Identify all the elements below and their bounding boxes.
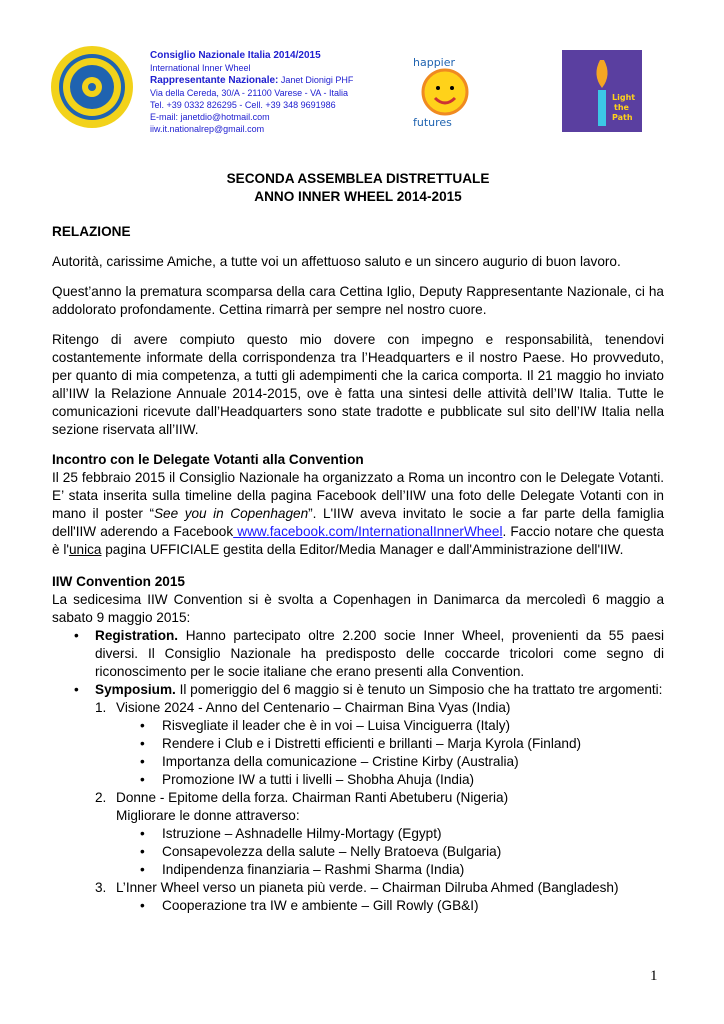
bullet-text: Il pomeriggio del 6 maggio si è tenuto un Simposio che ha trattato tre argomenti: bbox=[175, 682, 663, 697]
topic-title: L’Inner Wheel verso un pianeta più verde. – Chairman Dilruba Ahmed (Bangladesh) bbox=[116, 880, 619, 895]
topic-3 bbox=[52, 879, 664, 897]
paragraph: La sedicesima IIW Convention si è svolta a Copenhagen in Danimarca da mercoledì 6 maggio a sabato 9 maggio 2015: bbox=[52, 592, 664, 625]
svg-text:futures: futures bbox=[413, 116, 452, 129]
sub-bullet: • Promozione IW a tutti i livelli – Shobha Ahuja (India) bbox=[52, 771, 664, 789]
topic-number: 2. bbox=[95, 790, 107, 805]
sub-bullet: • Cooperazione tra IW e ambiente – Gill Rowly (GB&I) bbox=[52, 897, 664, 915]
bullet-label: Registration. bbox=[95, 628, 179, 643]
section-heading-relazione: RELAZIONE bbox=[52, 224, 131, 239]
rep-name: Janet Dionigi PHF bbox=[278, 75, 354, 85]
topic-subtitle: Migliorare le donne attraverso: bbox=[116, 808, 300, 823]
paragraph bbox=[52, 469, 664, 559]
topic-2 bbox=[52, 789, 664, 825]
sub-bullet: • Rendere i Club e i Distretti efficienti e brillanti – Marja Kyrola (Finland) bbox=[52, 735, 664, 753]
bullet-label: Symposium. bbox=[95, 682, 176, 697]
svg-text:happier: happier bbox=[413, 56, 456, 69]
svg-text:Path: Path bbox=[612, 113, 633, 122]
email-2: iiw.it.nationalrep@gmail.com bbox=[150, 124, 265, 134]
text: unica bbox=[68, 542, 102, 557]
topic-title: Visione 2024 - Anno del Centenario – Chairman Bina Vyas (India) bbox=[116, 700, 511, 715]
topic-number: 3. bbox=[95, 880, 107, 895]
paragraph: Ritengo di avere compiuto questo mio dovere con impegno e responsabilità, tenendovi costantemente informate della corrispondenza tra l’Headquarters e il nostro Paese. Ho provveduto, per quanto di mia competenza, a tutti gli adempimenti che la carica comporta. Il 21 maggio ho inviato all’IIW la Relazione Annuale 2014-2015, ove è fatta una sintesi delle attività dell’IW Italia. Tutte le comunicazioni ricevute dall’Headquarters sono state tradotte e pubblicate sul sito dell’IW Italia nella sezione riservata all’IIW. bbox=[52, 332, 664, 437]
rep-label: Rappresentante Nazionale: bbox=[150, 75, 279, 86]
text: pagina UFFICIALE gestita della Editor/Media Manager e dall'Amministrazione dell'IIW. bbox=[101, 542, 624, 557]
sub-bullet: • Consapevolezza della salute – Nelly Bratoeva (Bulgaria) bbox=[52, 843, 664, 861]
page-number: 1 bbox=[650, 968, 658, 984]
title-line-1: SECONDA ASSEMBLEA DISTRETTUALE bbox=[226, 171, 490, 186]
bullet-symposium bbox=[52, 681, 664, 699]
sub-bullet: • Indipendenza finanziaria – Rashmi Sharma (India) bbox=[52, 861, 664, 879]
org-name: International Inner Wheel bbox=[150, 63, 251, 73]
svg-text:the: the bbox=[614, 103, 629, 112]
paragraph: Quest’anno la prematura scomparsa della cara Cettina Iglio, Deputy Rappresentante Nazionale, ci ha addolorato profondamente. Cettina rimarrà per sempre nel nostro cuore. bbox=[52, 284, 664, 317]
text: Il 25 febbraio 2015 il Consiglio Nazionale ha organizzato a Roma un incontro con le Delegate Votanti. E’ stata inserita sulla timeline della pagina Facebook dell’IIW una foto delle Delegate Votanti con in mano il poster “ bbox=[52, 470, 664, 521]
svg-text:Light: Light bbox=[612, 93, 636, 102]
topic-1 bbox=[52, 699, 664, 717]
bullet-registration bbox=[52, 627, 664, 681]
inner-wheel-logo bbox=[50, 45, 134, 129]
bullet-text: Hanno partecipato oltre 2.200 socie Inner Wheel, provenienti da 55 paesi diversi. Il Consiglio Nazionale ha predisposto delle coccarde tricolori come segno di riconoscimento per le socie italiane che erano presenti alla Convention. bbox=[95, 628, 664, 679]
section-heading-delegate: Incontro con le Delegate Votanti alla Convention bbox=[52, 452, 364, 467]
sub-bullet: • Risvegliate il leader che è in voi – Luisa Vinciguerra (Italy) bbox=[52, 717, 664, 735]
happier-futures-logo bbox=[405, 52, 485, 130]
section-heading-convention: IIW Convention 2015 bbox=[52, 574, 185, 589]
council-name: Consiglio Nazionale Italia 2014/2015 bbox=[150, 50, 321, 61]
address: Via della Cereda, 30/A - 21100 Varese - VA - Italia bbox=[150, 88, 348, 98]
topic-title: Donne - Epitome della forza. Chairman Ranti Abetuberu (Nigeria) bbox=[116, 790, 509, 805]
letterhead bbox=[150, 50, 353, 135]
email: E-mail: janetdio@hotmail.com bbox=[150, 112, 270, 122]
text: ”. L'IIW aveva invitato le socie a far parte della famiglia dell'IIW aderendo a Facebook bbox=[52, 506, 664, 539]
phone: Tel. +39 0332 826295 - Cell. +39 348 9691986 bbox=[150, 100, 336, 110]
document-body bbox=[52, 170, 664, 915]
light-the-path-logo bbox=[562, 50, 642, 132]
sub-bullet: • Istruzione – Ashnadelle Hilmy-Mortagy (Egypt) bbox=[52, 825, 664, 843]
text: . Faccio notare che questa è l' bbox=[52, 524, 664, 557]
poster-title: See you in Copenhagen bbox=[153, 506, 309, 521]
paragraph: Autorità, carissime Amiche, a tutte voi un affettuoso saluto e un sincero augurio di buon lavoro. bbox=[52, 254, 621, 269]
sub-bullet: • Importanza della comunicazione – Cristine Kirby (Australia) bbox=[52, 753, 664, 771]
title-line-2: ANNO INNER WHEEL 2014-2015 bbox=[254, 189, 462, 204]
facebook-link[interactable]: www.facebook.com/InternationalInnerWheel bbox=[233, 524, 503, 539]
topic-number: 1. bbox=[95, 700, 107, 715]
